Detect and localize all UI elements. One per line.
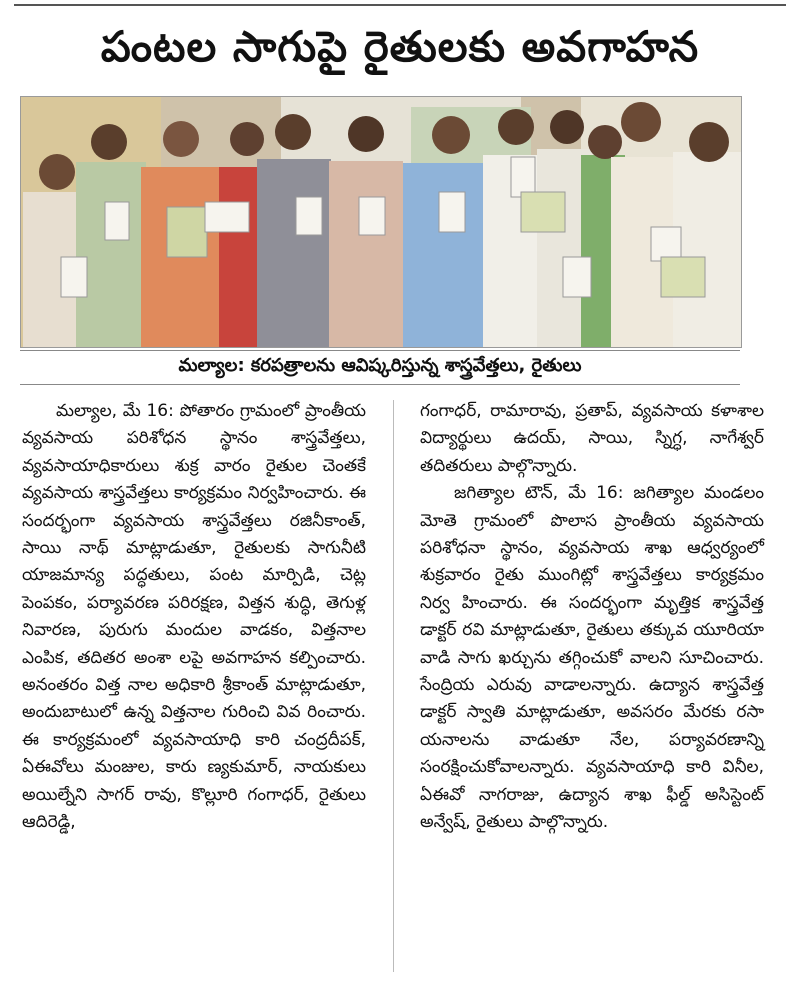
group-photo-illustration — [21, 97, 741, 347]
caption-bottom-rule — [20, 384, 740, 385]
news-photo — [20, 96, 742, 348]
top-rule — [14, 4, 786, 6]
paragraph: మల్యాల, మే 16: పోతారం గ్రామంలో ప్రాంతీయ వ్యవసాయ పరిశోధన స్థానం శాస్త్రవేత్తలు, వ్యవసాయాధికారులు శుక్ర వారం రైతుల చెంతకే వ్యవసాయ శాస్త్రవేత్తలు కార్యక్రమం నిర్వహించారు. ఈ సందర్భంగా వ్యవసాయ శాస్త్రవేత్తలు రజినీకాంత్, సాయి నాథ్ మాట్లాడుతూ, రైతులకు సాగునీటి యాజమాన్య పద్ధతులు, పంట మార్పిడి, చెట్ల పెంపకం, పర్యావరణ పరిరక్షణ, విత్తన శుద్ధి, తెగుళ్ల నివారణ, పురుగు మందుల వాడకం, విత్తనాల ఎంపిక, తదితర అంశా లపై అవగాహన కల్పించారు. అనంతరం విత్త నాల అధికారి శ్రీకాంత్ మాట్లాడుతూ, అందుబాటులో ఉన్న విత్తనాల గురించి వివ రించారు. ఈ కార్యక్రమంలో వ్యవసాయాధి కారి చంద్రదీపక్, ఏఈవోలు మంజుల, కారు ణ్యకుమార్, నాయకులు అయిల్నేని సాగర్ రావు, కొల్లూరి గంగాధర్, రైతులు ఆదిరెడ్డి, — [22, 401, 366, 833]
caption-top-rule — [20, 350, 740, 351]
paragraph: గంగాధర్, రామారావు, ప్రతాప్, వ్యవసాయ కళాశాల విద్యార్థులు ఉదయ్, సాయి, స్నిగ్ధ, నాగేశ్వర్ తదితరులు పాల్గొన్నారు. — [420, 401, 764, 476]
article-headline: పంటల సాగుపై రైతులకు అవగాహన — [100, 22, 700, 71]
column-divider — [393, 400, 394, 972]
paragraph: జగిత్యాల టౌన్, మే 16: జగిత్యాల మండలం మోతె గ్రామంలో పొలాస ప్రాంతీయ వ్యవసాయ పరిశోధనా స్థానం, వ్యవసాయ శాఖ ఆధ్వర్యంలో శుక్రవారం రైతు ముంగిట్లో శాస్త్రవేత్తలు కార్యక్రమం నిర్వ హించారు. ఈ సందర్భంగా మృత్తిక శాస్త్రవేత్త డాక్టర్ రవి మాట్లాడుతూ, రైతులు తక్కువ యూరియా వాడి సాగు ఖర్చును తగ్గించుకో వాలని సూచించారు. సేంద్రియ ఎరువు వాడాలన్నారు. ఉద్యాన శాస్త్రవేత్త డాక్టర్ స్వాతి మాట్లాడుతూ, అవసరం మేరకు రసా యనాలను వాడుతూ నేల, పర్యావరణాన్ని సంరక్షించుకోవాలన్నారు. వ్యవసాయాధి కారి వినీల, ఏఈవో నాగరాజు, ఉద్యాన శాఖ ఫీల్డ్ అసిస్టెంట్ అన్వేష్, రైతులు పాల్గొన్నారు. — [420, 483, 764, 833]
right-column — [420, 398, 764, 837]
photo-caption: మల్యాల: కరపత్రాలను ఆవిష్కరిస్తున్న శాస్త్రవేత్తలు, రైతులు — [178, 355, 582, 376]
left-column — [22, 398, 366, 837]
